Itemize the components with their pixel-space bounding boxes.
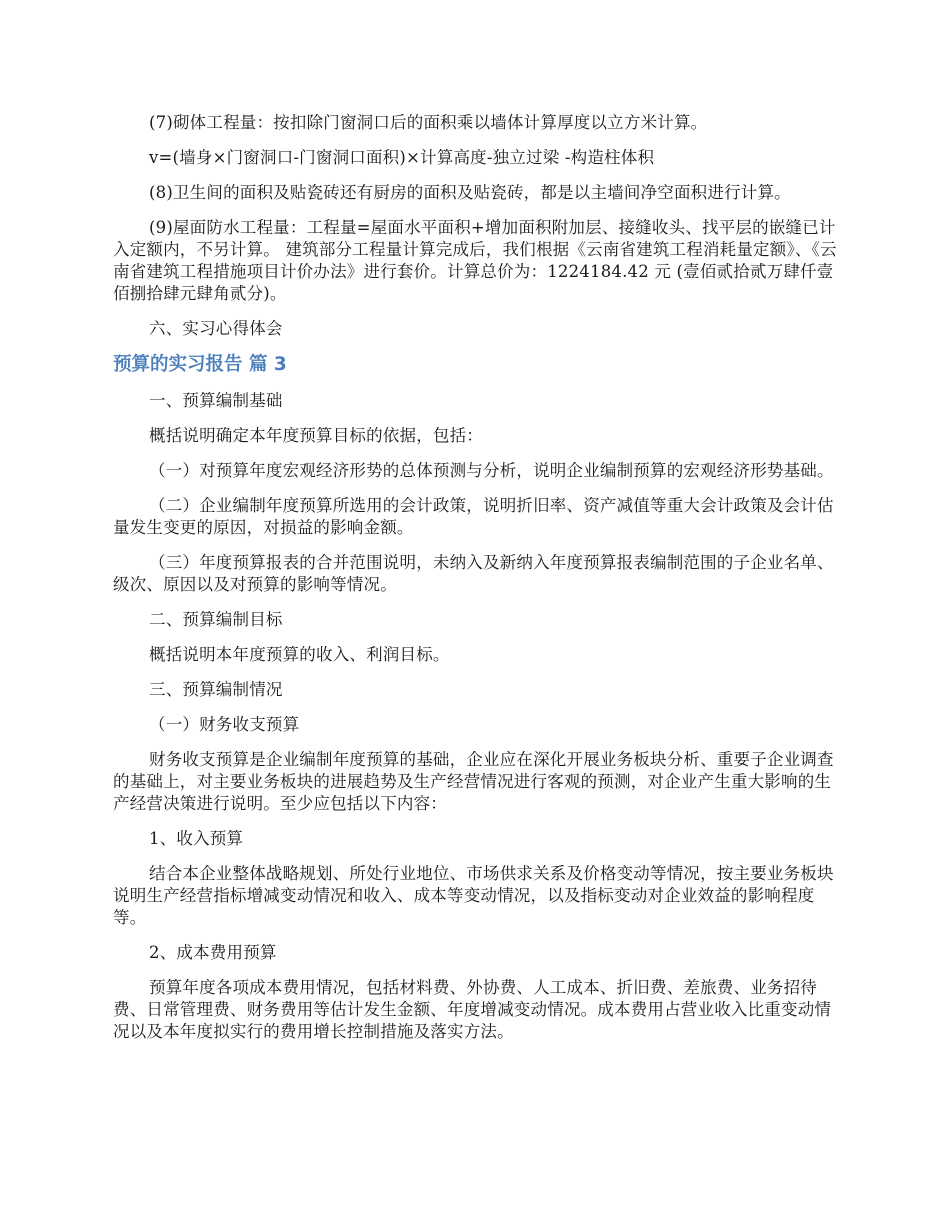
paragraph-masonry: (7)砌体工程量：按扣除门窗洞口后的面积乘以墙体计算厚度以立方米计算。 — [149, 113, 708, 132]
subheading-finance: （一）财务收支预算 — [149, 715, 300, 734]
article-title: 预算的实习报告 篇 3 — [113, 354, 287, 375]
section-heading-situation: 三、预算编制情况 — [149, 680, 283, 699]
paragraph-finance: 财务收支预算是企业编制年度预算的基础，企业应在深化开展业务板块分析、重要子企业调查的基础上，对主要业务板块的进展趋势及生产经营情况进行客观的预测，对企业产生重大影响的生产经营决策进行说明。至少应包括以下内容： — [113, 750, 834, 813]
paragraph-roof: (9)屋面防水工程量：工程量=屋面水平面积+增加面积附加层、接缝收头、找平层的嵌缝已计入定额内，不另计算。 建筑部分工程量计算完成后，我们根据《云南省建筑工程消耗量定额》、《云南省建筑工程措施项目计价办法》进行套价。计算总价为：1224184.42 元 (壹佰贰拾贰万肆仟壹佰捌拾肆元肆角贰分)。 — [113, 218, 837, 303]
paragraph-targets: 概括说明本年度预算的收入、利润目标。 — [149, 645, 450, 664]
section-heading-experience: 六、实习心得体会 — [149, 319, 283, 338]
section-heading-basis: 一、预算编制基础 — [149, 391, 283, 410]
paragraph-basis-intro: 概括说明确定本年度预算目标的依据，包括： — [149, 426, 483, 445]
section-heading-targets: 二、预算编制目标 — [149, 610, 283, 629]
paragraph-bathroom: (8)卫生间的面积及贴瓷砖还有厨房的面积及贴瓷砖，都是以主墙间净空面积进行计算。 — [149, 183, 791, 202]
subheading-cost: 2、成本费用预算 — [149, 943, 277, 962]
subheading-income: 1、收入预算 — [149, 829, 244, 848]
paragraph-income: 结合本企业整体战略规划、所处行业地位、市场供求关系及价格变动等情况，按主要业务板块说明生产经营指标增减变动情况和收入、成本等变动情况，以及指标变动对企业效益的影响程度等。 — [113, 864, 834, 927]
paragraph-basis-c: （三）年度预算报表的合并范围说明，未纳入及新纳入年度预算报表编制范围的子企业名单、级次、原因以及对预算的影响等情况。 — [113, 553, 834, 594]
paragraph-basis-b: （二）企业编制年度预算所选用的会计政策，说明折旧率、资产减值等重大会计政策及会计估量发生变更的原因，对损益的影响金额。 — [113, 496, 834, 537]
paragraph-formula: v=(墙身×门窗洞口-门窗洞口面积)×计算高度-独立过梁 -构造柱体积 — [149, 148, 655, 167]
paragraph-cost: 预算年度各项成本费用情况，包括材料费、外协费、人工成本、折旧费、差旅费、业务招待费、日常管理费、财务费用等估计发生金额、年度增减变动情况。成本费用占营业收入比重变动情况以及本年度拟实行的费用增长控制措施及落实方法。 — [113, 978, 832, 1041]
document-page — [113, 112, 841, 1056]
paragraph-basis-a: （一）对预算年度宏观经济形势的总体预测与分析，说明企业编制预算的宏观经济形势基础。 — [149, 461, 834, 480]
